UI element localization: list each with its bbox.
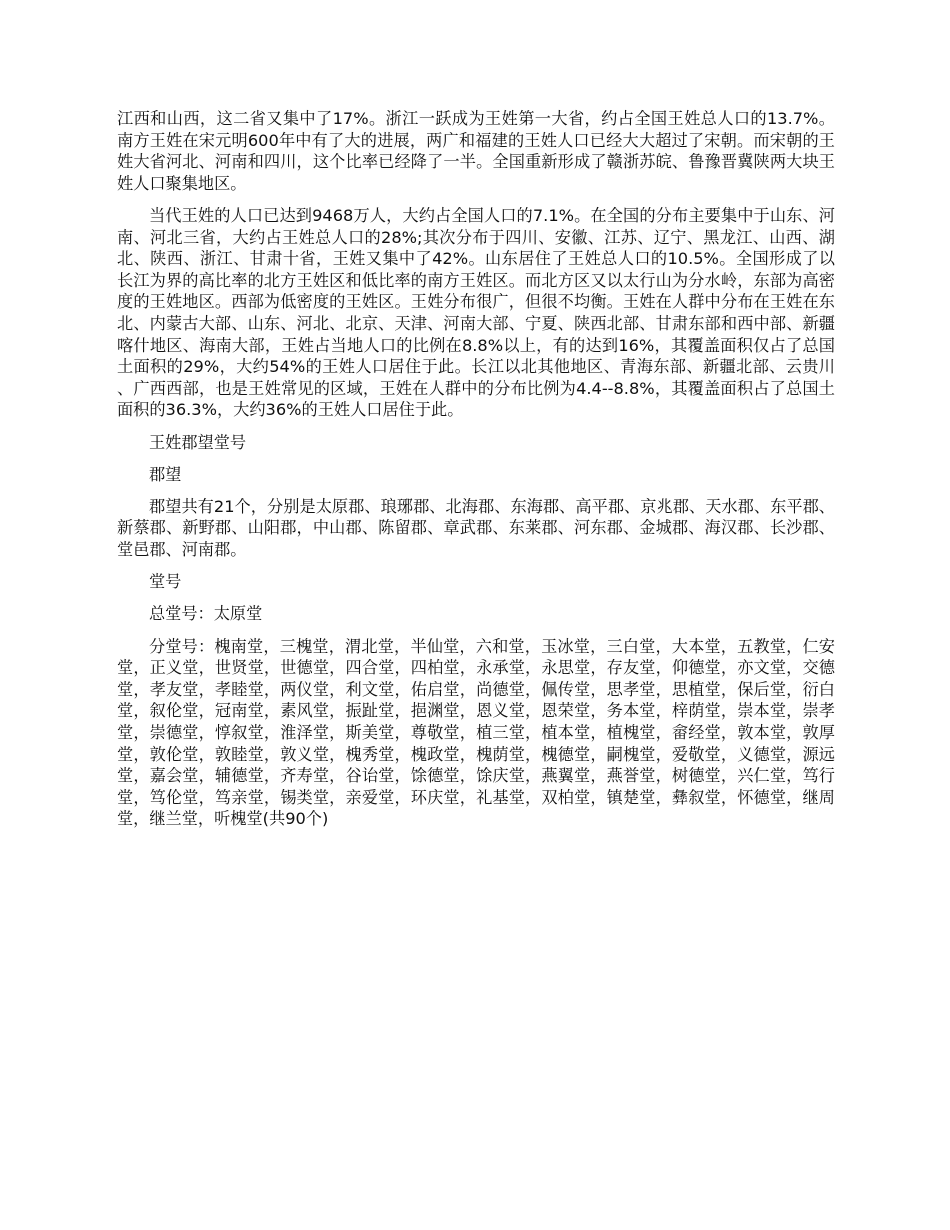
subheading-tanghao: 堂号 xyxy=(149,572,182,592)
document-page xyxy=(117,108,835,841)
paragraph-distribution-history: 江西和山西，这二省又集中了17%。浙江一跃成为王姓第一大省，约占全国王姓总人口的13.7%。南方王姓在宋元明600年中有了大的进展，两广和福建的王姓人口已经大大超过了宋朝。而宋朝的王姓大省河北、河南和四川，这个比率已经降了一半。全国重新形成了赣浙苏皖、鲁豫晋冀陕两大块王姓人口聚集地区。 xyxy=(117,109,835,193)
paragraph-modern-distribution: 当代王姓的人口已达到9468万人，大约占全国人口的7.1%。在全国的分布主要集中于山东、河南、河北三省，大约占王姓总人口的28%;其次分布于四川、安徽、江苏、辽宁、黑龙江、山西、湖北、陕西、浙江、甘肃十省，王姓又集中了42%。山东居住了王姓总人口的10.5%。全国形成了以长江为界的高比率的北方王姓区和低比率的南方王姓区。而北方区又以太行山为分水岭，东部为高密度的王姓地区。西部为低密度的王姓区。王姓分布很广，但很不均衡。王姓在人群中分布在王姓在东北、内蒙古大部、山东、河北、北京、天津、河南大部、宁夏、陕西北部、甘肃东部和西中部、新疆喀什地区、海南大部，王姓占当地人口的比例在8.8%以上，有的达到16%，其覆盖面积仅占了总国土面积的29%，大约54%的王姓人口居住于此。长江以北其他地区、青海东部、新疆北部、云贵川、广西西部，也是王姓常见的区域，王姓在人群中的分布比例为4.4--8.8%，其覆盖面积占了总国土面积的36.3%，大约36%的王姓人口居住于此。 xyxy=(117,205,835,420)
section-heading-junwang-tanghao: 王姓郡望堂号 xyxy=(149,432,247,452)
paragraph-main-hall: 总堂号：太原堂 xyxy=(149,604,263,624)
subheading-junwang: 郡望 xyxy=(149,464,182,484)
paragraph-junwang-list: 郡望共有21个，分别是太原郡、琅琊郡、北海郡、东海郡、高平郡、京兆郡、天水郡、东平郡、新蔡郡、新野郡、山阳郡，中山郡、陈留郡、章武郡、东莱郡、河东郡、金城郡、海汉郡、长沙郡、堂邑郡、河南郡。 xyxy=(117,496,835,560)
paragraph-branch-halls: 分堂号：槐南堂，三槐堂，渭北堂，半仙堂，六和堂，玉冰堂，三白堂，大本堂，五教堂，仁安堂，正义堂，世贤堂，世德堂，四合堂，四柏堂，永承堂，永思堂，存友堂，仰德堂，亦文堂，交德堂，孝友堂，孝睦堂，两仪堂，利文堂，佑启堂，尚德堂，佩传堂，思孝堂，思植堂，保后堂，衍白堂，叙伦堂，冠南堂，素风堂，振趾堂，挹渊堂，恩义堂，恩荣堂，务本堂，梓荫堂，崇本堂，崇孝堂，崇德堂，惇叙堂，淮泽堂，斯美堂，尊敬堂，植三堂，植本堂，植槐堂，畲经堂，敦本堂，敦厚堂，敦伦堂，敦睦堂，敦义堂，槐秀堂，槐政堂，槐荫堂，槐德堂，嗣槐堂，爱敬堂，义德堂，源远堂，嘉会堂，辅德堂，齐寿堂，谷诒堂，馀德堂，馀庆堂，燕翼堂，燕誉堂，树德堂，兴仁堂，笃行堂，笃伦堂，笃亲堂，锡类堂，亲爱堂，环庆堂，礼基堂，双柏堂，镇楚堂，彝叙堂，怀德堂，继周堂，继兰堂，听槐堂(共90个) xyxy=(117,636,835,829)
